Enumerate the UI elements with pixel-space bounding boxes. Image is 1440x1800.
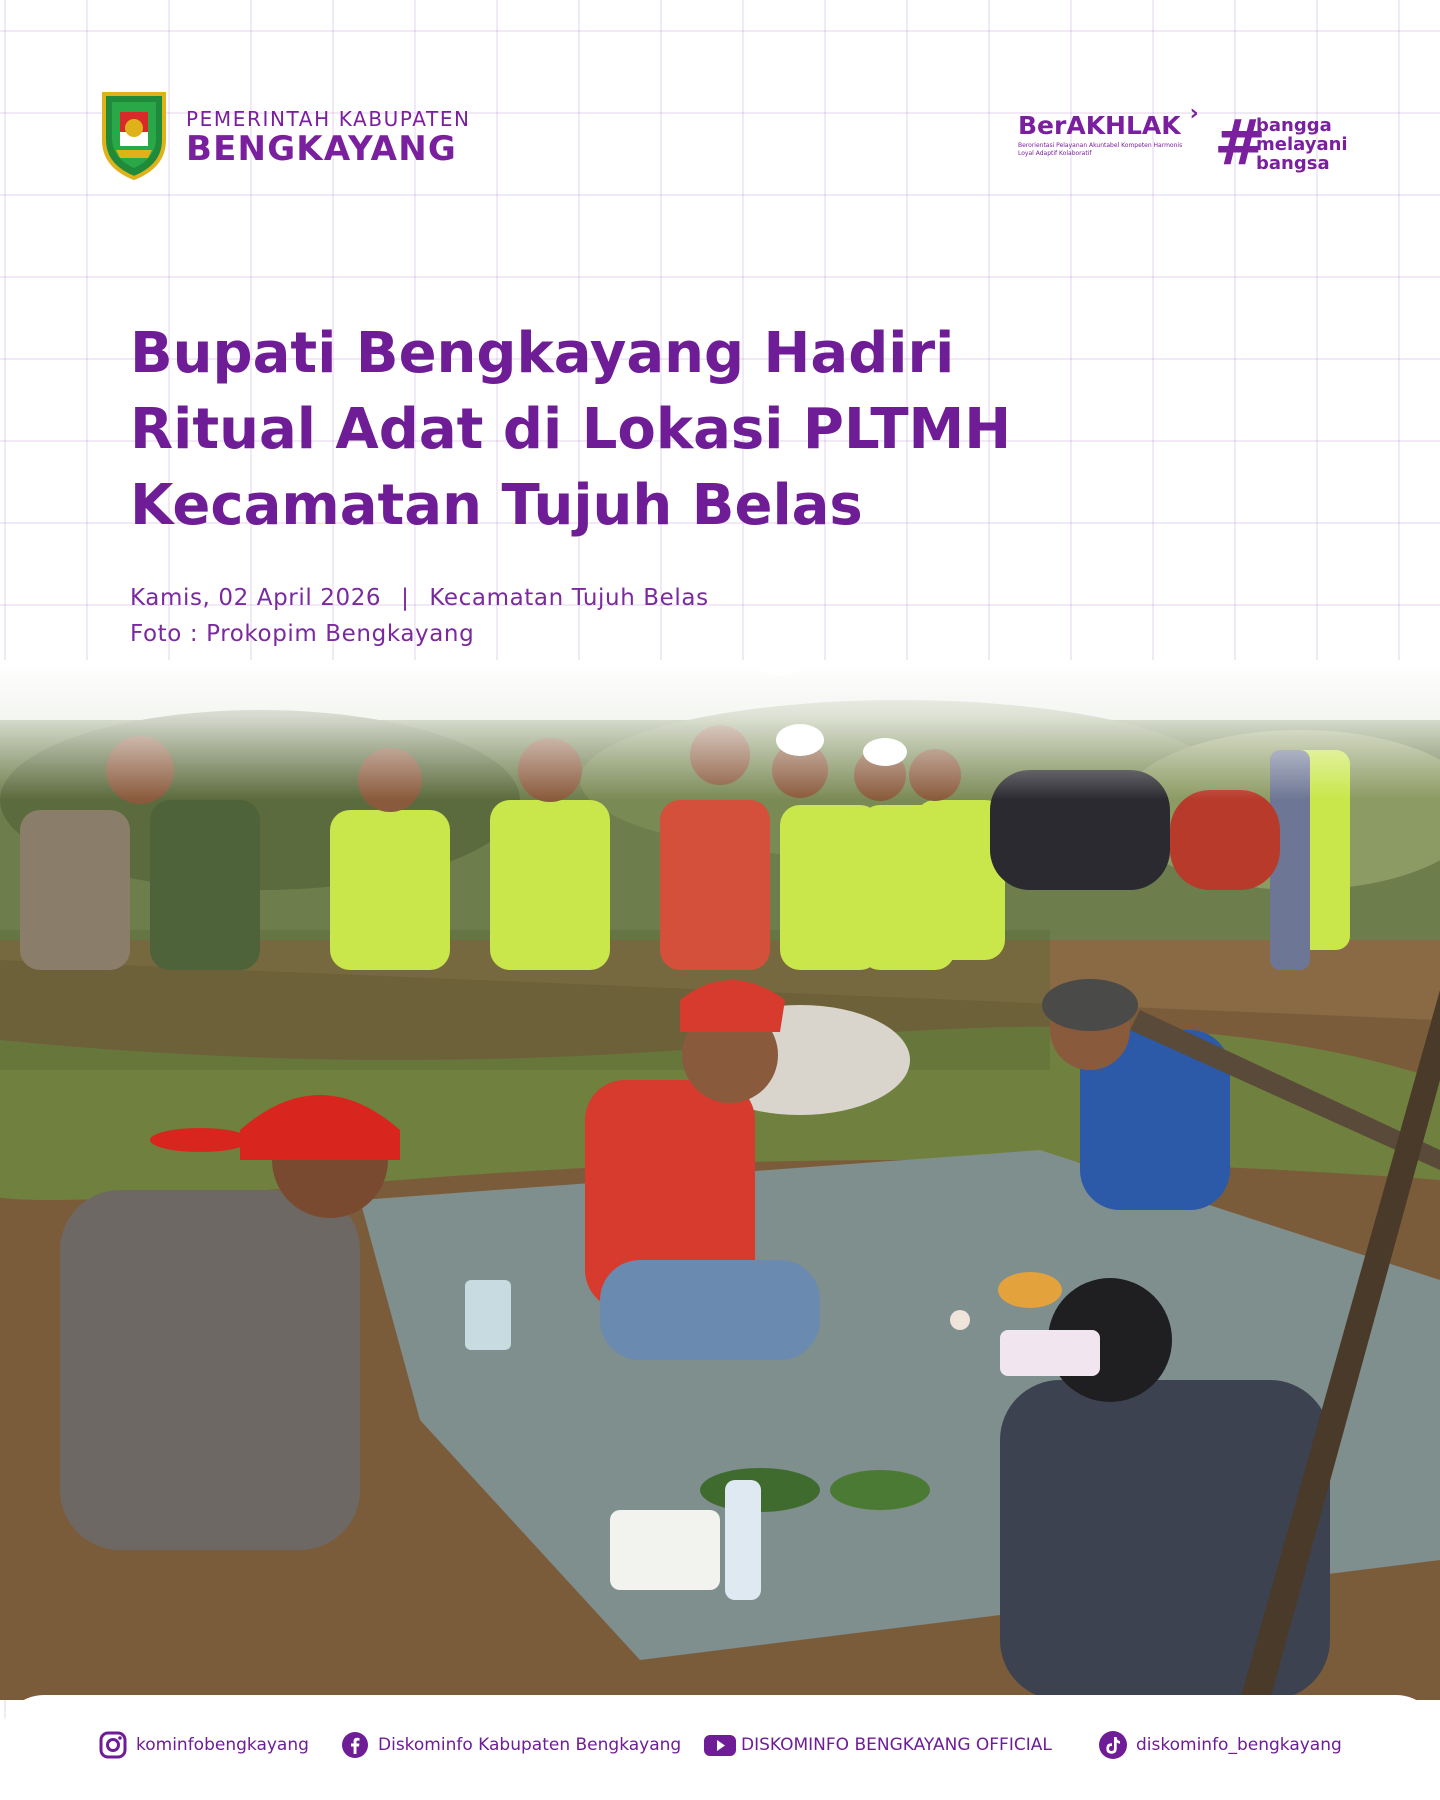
article-location: Kecamatan Tujuh Belas [429,585,709,611]
berakhlak-title: BerAKHLAK [1018,111,1181,140]
title-line-2: Ritual Adat di Lokasi PLTMH [130,397,1012,462]
bangga-word-1: bangga [1256,115,1332,136]
page-title [130,316,1130,544]
header [0,0,1440,230]
facebook-icon [340,1730,370,1760]
youtube-icon [703,1730,733,1760]
coat-of-arms-icon [98,88,170,180]
instagram-handle: kominfobengkayang [136,1735,309,1755]
instagram-icon [98,1730,128,1760]
instagram-link[interactable] [98,1730,309,1760]
meta-separator: | [401,585,410,611]
title-line-1: Bupati Bengkayang Hadiri [130,321,955,386]
tiktok-icon [1098,1730,1128,1760]
title-line-3: Kecamatan Tujuh Belas [130,473,863,538]
tiktok-handle: diskominfo_bengkayang [1136,1735,1342,1755]
berakhlak-subtitle: Berorientasi Pelayanan Akuntabel Kompeten Harmonis Loyal Adaptif Kolaboratif [1018,142,1183,157]
article-date: Kamis, 02 April 2026 [130,585,382,611]
berakhlak-logo [1018,101,1199,158]
org-name-line2: BENGKAYANG [186,129,457,169]
bangga-word-2: melayani [1256,134,1348,155]
tiktok-link[interactable] [1098,1730,1342,1760]
youtube-link[interactable] [703,1730,1052,1760]
photo-credit: Foto : Prokopim Bengkayang [130,621,475,647]
org-name [186,108,471,168]
ritual-photo [0,660,1440,1700]
bangga-word-3: bangsa [1256,153,1330,174]
facebook-page: Diskominfo Kabupaten Bengkayang [378,1735,682,1755]
org-name-line1: PEMERINTAH KABUPATEN [186,107,471,131]
hashtag-icon: # [1214,106,1266,179]
youtube-channel: DISKOMINFO BENGKAYANG OFFICIAL [741,1735,1052,1755]
chevron-right-icon: › [1189,101,1199,126]
photo-fade-overlay [0,660,1440,800]
article-meta [130,580,709,652]
facebook-link[interactable] [340,1730,681,1760]
